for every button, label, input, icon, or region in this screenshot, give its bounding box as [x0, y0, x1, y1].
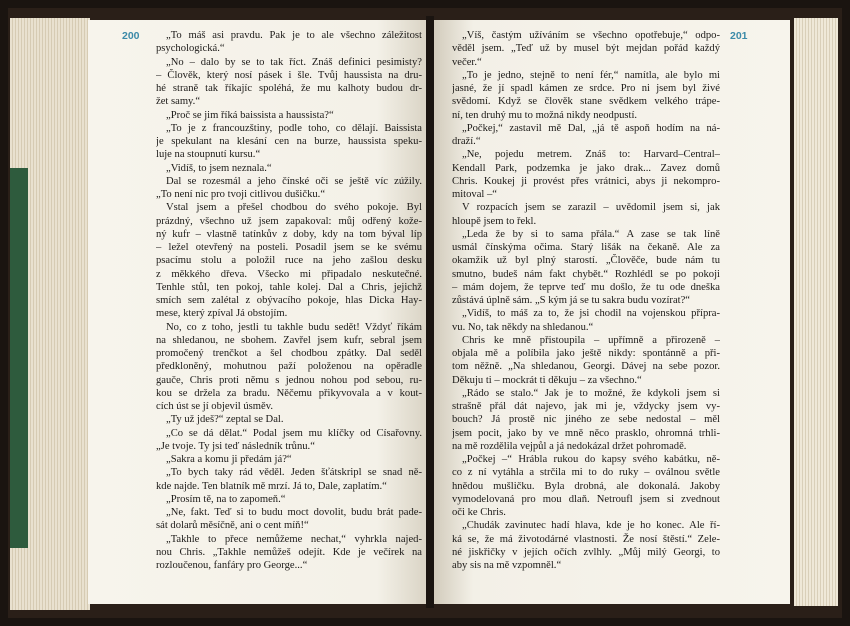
text-line: jasné, že jí spadl kámen ze srdce. Pro ni jsem byl živé	[452, 83, 720, 94]
text-line: „Rádo se stalo.“ Jak je to možné, že kdykoli jsem si	[462, 387, 720, 399]
text-line: „To je z francouzštiny, podle toho, co dělají. Baissista	[166, 122, 422, 134]
text-line: „Počkej –“ Hrábla rukou do kapsy svého kabátku, ně-	[462, 454, 720, 465]
text-line: psychologická.“	[156, 43, 225, 55]
text-line: „Prosím tě, na to zapomeň.“	[166, 493, 286, 505]
text-line: mitoval –“	[452, 189, 498, 200]
text-line: – Člověk, který nosí pásek i šle. Tvůj haussista na dru-	[156, 69, 422, 81]
text-line: „Počkej,“ zastavil mě Dal, „já tě aspoň hodím na ná-	[462, 122, 720, 134]
right-page-number: 201	[730, 30, 748, 42]
text-line: „Leda že by si to sama přála.“ A zase se tak líně	[462, 228, 720, 240]
text-line: z měkkého dřeva. Všecko mi připadalo neskutečné.	[156, 268, 422, 280]
text-line: Chris. Koukej ji provést přes vrátnici, abys ji nekompro-	[452, 175, 720, 187]
text-line: psacímu stolu a položil ruce na jeho zašlou desku	[156, 255, 422, 267]
text-line: strašně přál dát najevo, jak mi je, vždycky jsem vy-	[452, 401, 720, 412]
text-line: ká se, že má životodárné vlastnosti. Že nosí štěstí.“ Zele-	[452, 533, 720, 545]
text-line: Kendall Park, podzemka je jako drak... Zavez domů	[452, 162, 720, 174]
text-line: svědomí. Když se člověk stane svědkem velkého trápe-	[452, 96, 720, 108]
text-line: „Víš, častým užíváním se všechno opotřebuje,“ odpo-	[462, 30, 720, 41]
text-line: promočený trenčkot a šel chodbou zpátky. Dal seděl	[156, 348, 422, 359]
text-line: „Ne, pojedu metrem. Znáš to: Harvard–Central–	[462, 149, 720, 161]
text-line: gauče, Chris proti němu s jednou nohou pod sebou, ru-	[156, 374, 422, 386]
text-line: usmál čínskýma očima. Starý lišák na čekaně. Ale za	[452, 242, 720, 253]
text-line: „Ty už jdeš?“ zeptal se Dal.	[166, 414, 284, 426]
text-line: „To není nic pro tvoji citlivou dušičku.“	[156, 189, 326, 200]
text-line: „To máš asi pravdu. Pak je to ale všechno záležitost	[166, 30, 422, 41]
text-line: né jiskřičky v jejích očích zvlhly. „Můj milý Georgi, to	[452, 546, 720, 558]
text-line: jsem pocit, jako by ve mně něco prasklo, ohromná trhli-	[452, 427, 720, 439]
text-line: nou Chris. „Takhle nemůžeš odejít. Kde je večírek na	[156, 546, 422, 558]
text-line: okamžik už byl plný starostí. „Člověče, bude nám tu	[452, 255, 720, 267]
text-line: na mě rozdělila vejpůl a já nedokázal držet pohromadě.	[452, 440, 687, 452]
text-line: zůstává úplně sám. „S kým já se tu sakra budu vozírat?“	[452, 295, 690, 306]
text-line: smutno, budeš nám fakt chybět.“ Rozhlédl se po pokoji	[452, 268, 720, 280]
text-line: smích sem zalétal z obývacího pokoje, hlas Dicka Hay-	[156, 295, 422, 306]
text-line: objala mě a políbila jako ještě nikdy: spontánně a při-	[452, 348, 720, 359]
text-line: luje na stoupnutí kursu.“	[156, 149, 261, 161]
text-line: vymodelovaná pro mou dlaň. Netroufl jsem si zvednout	[452, 493, 720, 505]
text-line: Tenhle stůl, ten pokoj, tahle kolej. Dal a Chris, jejichž	[156, 281, 422, 293]
text-line: je spekulant na klesání cen na burze, haussista speku-	[156, 136, 422, 147]
text-line: – mám dojem, že teprve teď mu došlo, že tu ode dneška	[452, 281, 720, 293]
text-line: bouch? Já prostě nic jiného ze sebe nedostal – měl	[452, 414, 720, 426]
text-line: cích úst se jí objevil úsměv.	[156, 401, 274, 412]
text-line: „Ne, fakt. Teď si to budu moct dovolit, budu brát pade-	[166, 507, 422, 518]
text-line: „Vidíš, to jsem neznala.“	[166, 162, 272, 174]
text-line: No, co z toho, jestli tu takhle budu sedět! Vždyť říkám	[166, 321, 422, 333]
text-line: oči ke Chris.	[452, 507, 506, 518]
text-line: prázdný, všechno už jsem zapakoval: můj odřený kože-	[156, 215, 422, 227]
text-line: kde najde. Ten blatník mě mrzí. Já to, Dale, zaplatím.“	[156, 480, 387, 492]
text-line: aby sis na mě vzpomněl.“	[452, 560, 562, 571]
text-line: Dal se rozesmál a jeho čínské oči se ještě víc zúžily.	[166, 175, 422, 187]
text-line: co z ní vytáhla a strčila mi to do ruky – oválnou světle	[452, 467, 720, 479]
left-page-edges	[10, 18, 90, 610]
text-line: „Proč se jim říká baissista a haussista?“	[166, 109, 334, 121]
left-page-number: 200	[122, 30, 140, 42]
text-line: na shledanou, ne sbohem. Zavřel jsem kufr, sebral jsem	[156, 334, 422, 346]
text-line: věděl jsem. „Teď už by musel být mejdan pořád každý	[452, 43, 720, 55]
left-page-text	[156, 29, 422, 572]
text-line: „Chudák zavinutec hadí hlava, kde je ho konec. Ale ří-	[462, 520, 720, 532]
text-line: „To je jedno, stejně to není fér,“ namítla, ale bylo mi	[462, 69, 720, 81]
text-line: mese, který zpíval Já obstojím.	[156, 308, 288, 320]
text-line: vu. No, tak někdy na shledanou.“	[452, 321, 594, 333]
text-line: ný kufr – vlastně tatínkův z doby, kdy na tom býval líp	[156, 228, 422, 240]
text-line: Vstal jsem a přešel chodbou do svého pokoje. Byl	[166, 202, 422, 214]
text-line: Děkuju ti – mockrát ti děkuju – za všechno.“	[452, 374, 642, 386]
text-line: žet samy.“	[156, 96, 201, 108]
bookmark-ribbon	[10, 168, 28, 548]
text-line: „Takhle to přece nemůžeme nechat,“ vyhrkla najed-	[166, 533, 422, 545]
text-line: – ležel otevřený na posteli. Posadil jsem se ke svému	[156, 242, 422, 253]
text-line: „To bych taky rád věděl. Jeden šťátskripl se snad ně-	[166, 467, 422, 479]
text-line: Chris ke mně přistoupila – upřímně a přirozeně –	[462, 334, 720, 346]
text-line: kou se držela za bradu. Něčemu přikyvovala a v kout-	[156, 387, 422, 399]
text-line: hnědou mušličku. Byla drobná, ale dokonalá. Jakoby	[452, 480, 720, 492]
book-gutter	[426, 16, 434, 608]
text-line: „Vidíš, to máš za to, že jsi chodil na vojenskou přípra-	[462, 308, 720, 320]
text-line: předkloněný, mohutnou paží položenou na opěradle	[156, 361, 422, 373]
text-line: hé straně tak říkajíc spoléhá, že mu kalhoty budou dr-	[156, 83, 422, 94]
text-line: ní, ten druhý mu to možná nikdy neodpustí.	[452, 109, 638, 121]
text-line: draží.“	[452, 136, 481, 147]
text-line: sát dolarů měsíčně, ani o cent míň!“	[156, 520, 309, 532]
text-line: „Sakra a komu ji předám já?“	[166, 454, 292, 465]
right-page-text	[452, 29, 720, 572]
right-page-edges	[794, 18, 838, 606]
text-line: V rozpacích jsem se zarazil – uvědomil jsem si, jak	[462, 202, 720, 214]
text-line: „No – dalo by se to tak říct. Znáš definici pesimisty?	[166, 56, 422, 68]
text-line: večer.“	[452, 56, 482, 68]
text-line: „Co se dá dělat.“ Podal jsem mu klíčky od Císařovny.	[166, 427, 422, 439]
text-line: rozloučenou, fanfáry pro George...“	[156, 560, 308, 571]
text-line: hloupě jsem to řekl.	[452, 215, 537, 227]
text-line: tom něžně. „Na shledanou, Georgi. Dávej na sebe pozor.	[452, 361, 720, 373]
text-line: „Je tvoje. Ty jsi teď následník trůnu.“	[156, 440, 315, 452]
